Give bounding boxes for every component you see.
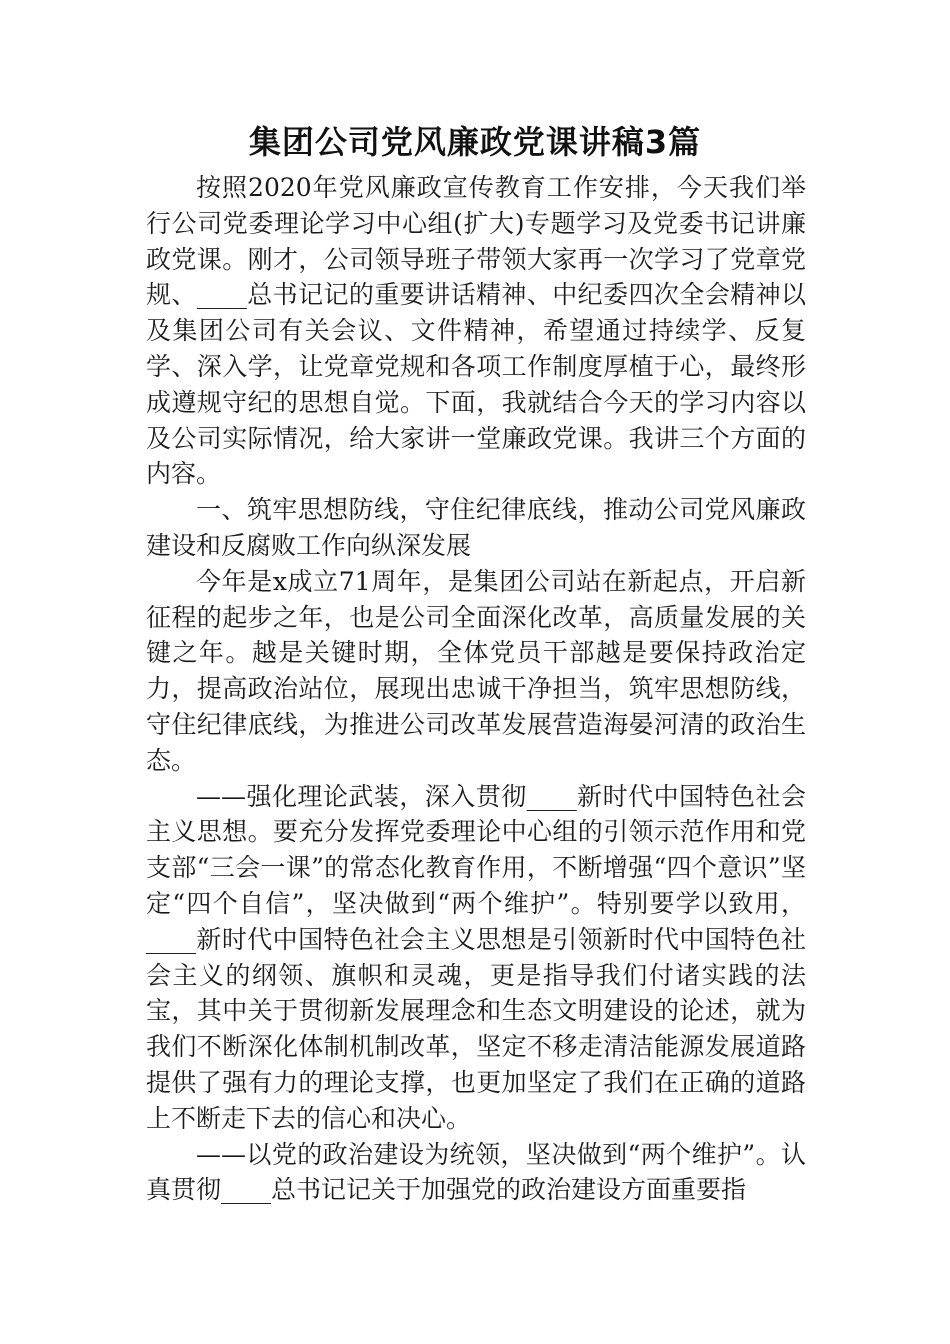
document-title: 集团公司党风廉政党课讲稿3篇 <box>248 123 702 161</box>
paragraph-theory: ——强化理论武装，深入贯彻____新时代中国特色社会主义思想。要充分发挥党委理论中心组的引领示范作用和党支部“三会一课”的常态化教育作用，不断增强“四个意识”坚定“四个自信”，坚决做到“两个维护”。特别要学以致用，____新时代中国特色社会主义思想是引领新时代中国特色社会主义的纲领、旗帜和灵魂，更是指导我们付诸实践的法宝，其中关于贯彻新发展理念和生态文明建设的论述，就为我们不断深化体制机制改革，坚定不移走清洁能源发展道路提供了强有力的理论支撑，也更加坚定了我们在正确的道路上不断走下去的信心和决心。 <box>146 781 806 1133</box>
paragraph-intro: 按照2020年党风廉政宣传教育工作安排，今天我们举行公司党委理论学习中心组(扩大)专题学习及党委书记讲廉政党课。刚才，公司领导班子带领大家再一次学习了党章党规、____总书记记的重要讲话精神、中纪委四次全会精神以及集团公司有关会议、文件精神，希望通过持续学、反复学、深入学，让党章党规和各项工作制度厚植于心，最终形成遵规守纪的思想自觉。下面，我就结合今天的学习内容以及公司实际情况，给大家讲一堂廉政党课。我讲三个方面的内容。 <box>146 173 806 489</box>
document-body <box>146 170 806 1208</box>
paragraph-political-building: ——以党的政治建设为统领，坚决做到“两个维护”。认真贯彻____总书记记关于加强党的政治建设方面重要指 <box>146 1139 806 1205</box>
paragraph-anniversary: 今年是x成立71周年，是集团公司站在新起点，开启新征程的起步之年，也是公司全面深化改革，高质量发展的关键之年。越是关键时期，全体党员干部越是要保持政治定力，提高政治站位，展现出忠诚干净担当，筑牢思想防线，守住纪律底线，为推进公司改革发展营造海晏河清的政治生态。 <box>146 566 806 775</box>
section-heading-1: 一、筑牢思想防线，守住纪律底线，推动公司党风廉政建设和反腐败工作向纵深发展 <box>146 495 806 560</box>
